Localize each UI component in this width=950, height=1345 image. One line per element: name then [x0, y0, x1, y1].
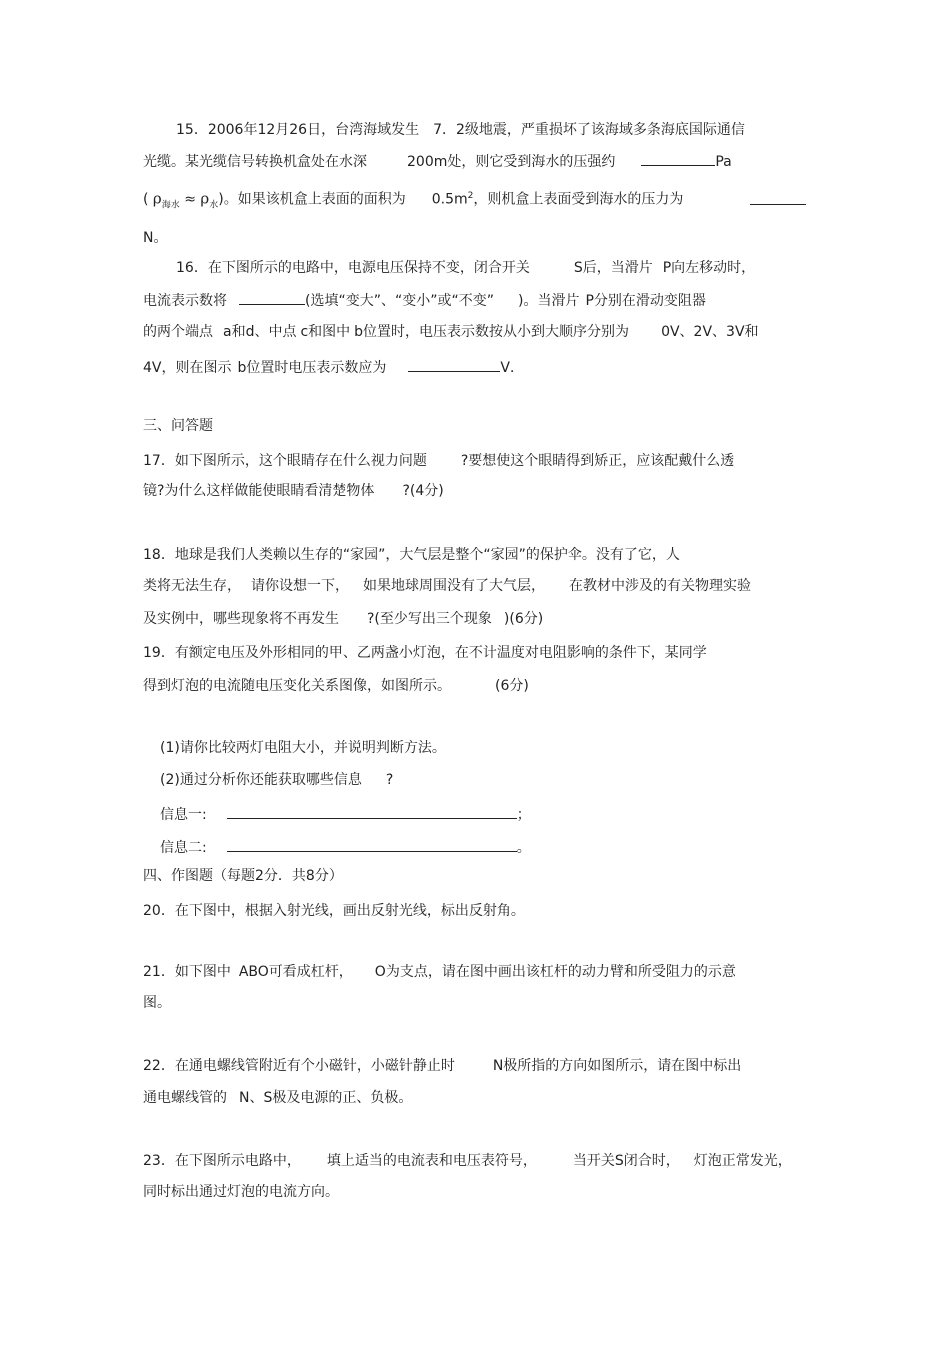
info-label: 信息一: — [160, 807, 207, 823]
rho-symbol: ρ — [152, 189, 162, 208]
q23-text: 23．在下图所示电路中， — [143, 1153, 301, 1169]
q19-info1 — [160, 803, 531, 823]
q15-line2 — [143, 150, 732, 170]
punct: ； — [516, 807, 531, 823]
q21-line2: 图。 — [143, 995, 171, 1011]
q16-text: a和d、中点 — [223, 324, 297, 340]
q22-text: N极所指的方向如图所示，请在图中标出 — [492, 1058, 742, 1074]
q15-line4: N。 — [143, 230, 168, 246]
q15-text: 光缆。某光缆信号转换机盒处在水深 — [143, 154, 367, 170]
q19-line1: 19．有额定电压及外形相同的甲、乙两盏小灯泡，在不计温度对电阻影响的条件下，某同学 — [143, 645, 707, 661]
q22-text: 通电螺线管的 — [143, 1090, 227, 1106]
rho-symbol: ρ — [200, 189, 210, 208]
q19-line2 — [143, 676, 529, 696]
q15-text: 7．2级地震，严重损坏了该海域多条海底国际通信 — [433, 122, 745, 138]
q18-line1: 18．地球是我们人类赖以生存的“家园”，大气层是整个“家园”的保护伞。没有了它，人 — [143, 547, 680, 563]
q18-line2 — [143, 576, 751, 596]
q16-text: P向左移动时， — [662, 260, 756, 276]
q16-text: V． — [500, 360, 524, 376]
q23-text: 灯泡正常发光， — [693, 1153, 792, 1169]
q19-text: (2)通过分析你还能获取哪些信息 — [160, 772, 362, 788]
answer-blank[interactable] — [641, 150, 715, 166]
q15-text: 15．2006年12月26日，台湾海域发生 — [176, 122, 420, 138]
info-label: 信息二: — [160, 840, 207, 856]
q16-text: 的两个端点 — [143, 324, 213, 340]
q16-text: 电流表示数将 — [143, 293, 227, 309]
q22-text: N、S极及电源的正、负极。 — [239, 1090, 413, 1106]
q21-text: ABO可看成杠杆， — [238, 964, 353, 980]
q16-line2 — [143, 289, 706, 309]
q23-text: 当开关S闭合时， — [572, 1153, 680, 1169]
q23-text: 填上适当的电流表和电压表符号， — [326, 1153, 537, 1169]
q18-text: ?(至少写出三个现象 — [367, 611, 492, 627]
q16-text: c和图中 — [300, 324, 351, 340]
q17-line2 — [143, 481, 444, 501]
q16-text: S后，当滑片 — [573, 260, 653, 276]
q18-text: 类将无法生存， — [143, 578, 241, 594]
q16-line1 — [176, 258, 755, 278]
q22-line1 — [143, 1056, 741, 1076]
q19-text: ? — [385, 772, 394, 788]
area-value: 0.5m — [431, 191, 468, 208]
q18-text: 在教材中涉及的有关物理实验 — [569, 578, 751, 594]
q17-text: 17．如下图所示，这个眼睛存在什么视力问题 — [143, 453, 427, 469]
q19-sub2 — [160, 770, 393, 790]
paren-open: ( — [143, 191, 149, 208]
q17-text: ?(4分) — [402, 483, 444, 499]
q23-line2: 同时标出通过灯泡的电流方向。 — [143, 1184, 339, 1200]
answer-blank[interactable] — [408, 356, 500, 372]
answer-blank[interactable] — [227, 836, 517, 852]
q19-sub1: (1)请你比较两灯电阻大小，并说明判断方法。 — [160, 740, 446, 756]
q16-text: 4V，则在图示 — [143, 360, 232, 376]
q21-line1 — [143, 962, 736, 982]
q18-line3 — [143, 609, 543, 629]
q15-line1 — [176, 120, 745, 140]
sub-sea: 海水 — [161, 200, 180, 211]
q16-text: P分别在滑动变阻器 — [585, 293, 706, 309]
section-title: 三、问答题 — [143, 418, 213, 434]
q21-text: 21．如下图中 — [143, 964, 231, 980]
q19-info2 — [160, 836, 531, 856]
q20-line1: 20．在下图中，根据入射光线，画出反射光线，标出反射角。 — [143, 903, 525, 919]
q18-text: )(6分) — [503, 611, 544, 627]
approx-symbol: ≈ — [184, 191, 196, 208]
q21-text: O为支点，请在图中画出该杠杆的动力臂和所受阻力的示意 — [374, 964, 736, 980]
section-title: 四、作图题（每题2分．共8分） — [143, 868, 343, 884]
q15-text: ，则机盒上表面受到海水的压力为 — [473, 191, 684, 208]
q18-text: 请你设想一下， — [251, 578, 349, 594]
q16-line3 — [143, 322, 759, 342]
answer-blank[interactable] — [227, 803, 517, 819]
sub-water: 水 — [209, 200, 219, 211]
q16-text: (选填“变大”、“变小”或“不变” — [305, 293, 494, 309]
q17-text: ?要想使这个眼睛得到矫正，应该配戴什么透 — [460, 453, 735, 469]
q23-line1 — [143, 1151, 792, 1171]
q16-text: 0V、2V、3V和 — [661, 324, 759, 340]
area-exponent: 2 — [467, 191, 474, 201]
q17-line1 — [143, 451, 734, 471]
q19-text: 得到灯泡的电流随电压变化关系图像，如图所示。 — [143, 678, 451, 694]
q15-text: 200m处，则它受到海水的压强约 — [407, 154, 616, 170]
q19-text: (6分) — [495, 678, 529, 694]
answer-blank[interactable] — [239, 289, 305, 305]
q16-line4 — [143, 356, 524, 376]
q18-text: 如果地球周围没有了大气层， — [363, 578, 545, 594]
q15-text: )。如果该机盒上表面的面积为 — [218, 191, 406, 208]
unit-pa: Pa — [715, 154, 732, 170]
q22-text: 22．在通电螺线管附近有个小磁针，小磁针静止时 — [143, 1058, 455, 1074]
q16-text: 16．在下图所示的电路中，电源电压保持不变，闭合开关 — [176, 260, 530, 276]
q16-text: )。当滑片 — [517, 293, 580, 309]
answer-blank[interactable] — [750, 189, 806, 205]
q18-text: 及实例中，哪些现象将不再发生 — [143, 611, 339, 627]
q15-line3 — [143, 186, 684, 211]
punct: 。 — [516, 840, 531, 856]
q16-text: b位置时电压表示数应为 — [237, 360, 387, 376]
q16-text: b位置时，电压表示数按从小到大顺序分别为 — [354, 324, 630, 340]
q17-text: 镜?为什么这样做能使眼睛看清楚物体 — [143, 483, 375, 499]
q22-line2 — [143, 1088, 412, 1108]
